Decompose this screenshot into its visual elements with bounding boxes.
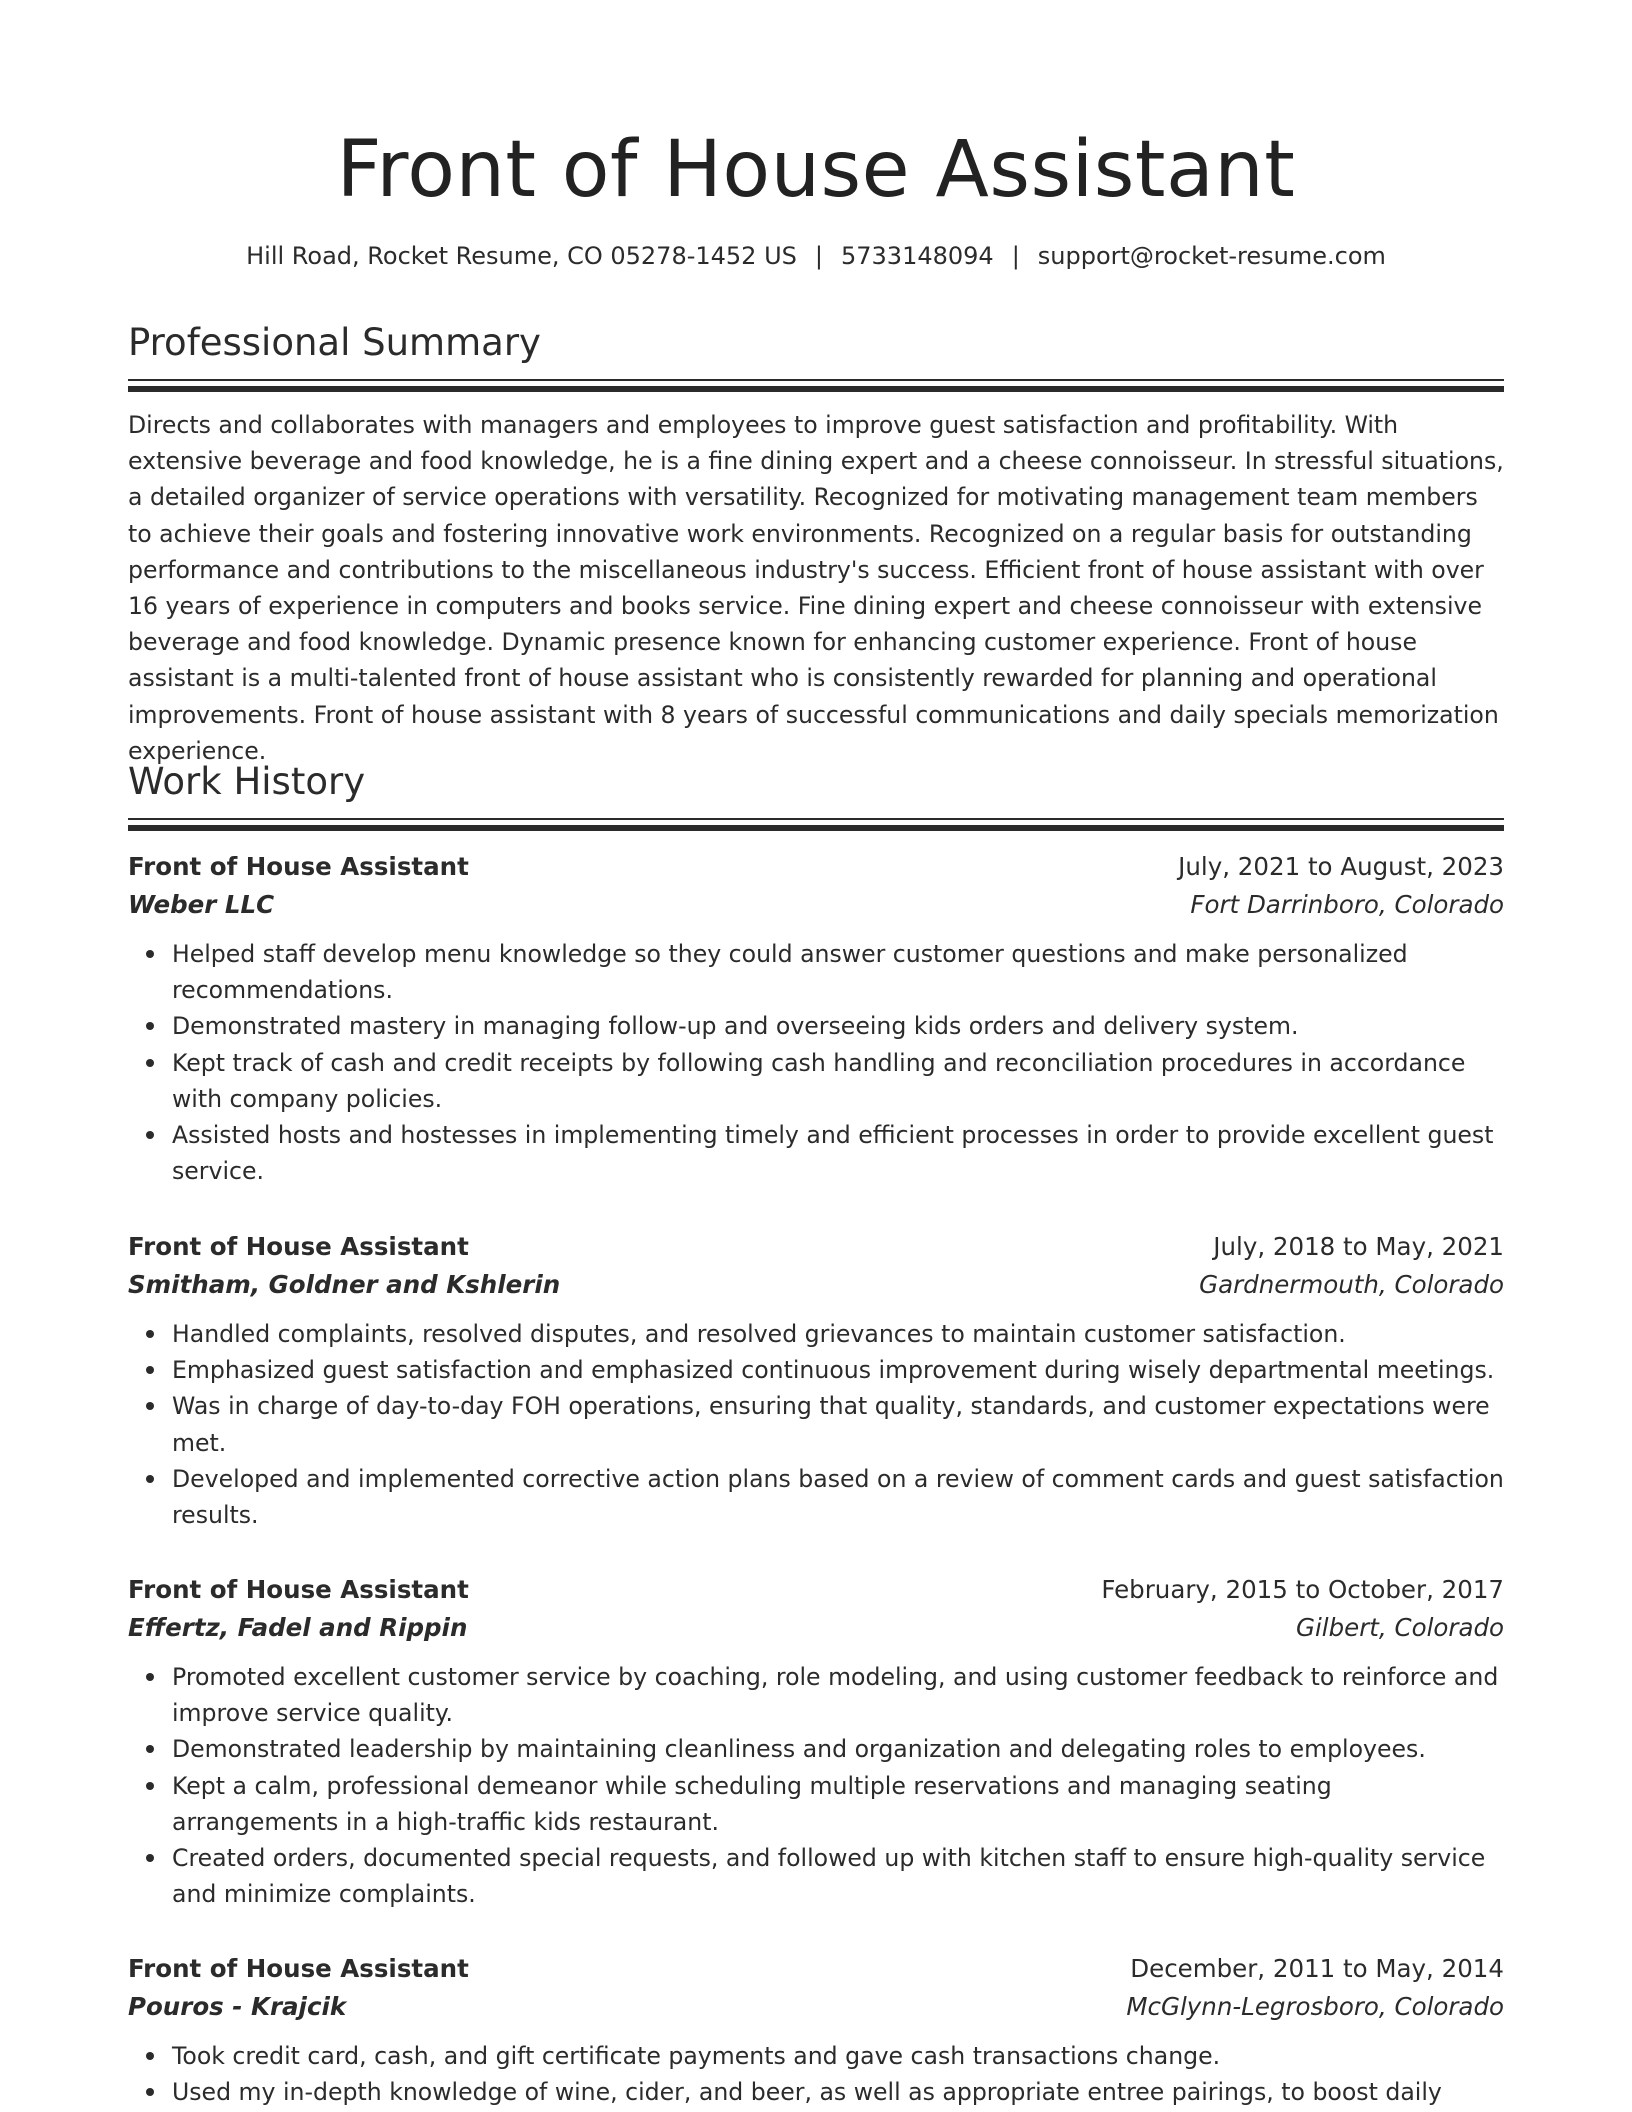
job-bullet: Kept track of cash and credit receipts by following cash handling and reconciliation procedures in accordance with company policies. — [172, 1045, 1504, 1117]
bullet-dot — [146, 1402, 154, 1410]
job-dates: December, 2011 to May, 2014 — [1130, 1954, 1504, 1983]
contact-phone: 5733148094 — [840, 242, 994, 270]
job-bullet: Created orders, documented special requests, and followed up with kitchen staff to ensure high-quality service and minimize complaints. — [172, 1840, 1504, 1912]
bullet-dot — [146, 1330, 154, 1338]
bullet-dot — [146, 1131, 154, 1139]
bullet-dot — [146, 1854, 154, 1862]
bullet-dot — [146, 1022, 154, 1030]
contact-address: Hill Road, Rocket Resume, CO 05278-1452 US — [246, 242, 797, 270]
job-title: Front of House Assistant — [128, 1954, 469, 1983]
job-bullets — [128, 936, 1504, 1189]
job-title: Front of House Assistant — [128, 1575, 469, 1604]
job-bullet: Handled complaints, resolved disputes, and resolved grievances to maintain customer satisfaction. — [172, 1316, 1504, 1352]
bullet-dot — [146, 1475, 154, 1483]
job-bullet: Kept a calm, professional demeanor while scheduling multiple reservations and managing seating arrangements in a high-traffic kids restaurant. — [172, 1768, 1504, 1840]
job-company: Smitham, Goldner and Kshlerin — [128, 1270, 561, 1299]
job-dates: July, 2018 to May, 2021 — [1213, 1232, 1504, 1261]
section-title-work-history: Work History — [128, 760, 366, 803]
job-bullets — [128, 1659, 1504, 1912]
job-company: Pouros - Krajcik — [128, 1992, 347, 2021]
job-header-row — [128, 848, 1504, 886]
job-location: Gilbert, Colorado — [1296, 1613, 1504, 1642]
job-company: Effertz, Fadel and Rippin — [128, 1613, 468, 1642]
job-bullet: Demonstrated mastery in managing follow-up and overseeing kids orders and delivery system. — [172, 1008, 1504, 1044]
contact-line — [128, 236, 1504, 276]
job-company-row — [128, 1988, 1504, 2026]
job-header-row — [128, 1571, 1504, 1609]
job-bullets — [128, 1316, 1504, 1533]
bullet-dot — [146, 1673, 154, 1681]
job-bullet: Took credit card, cash, and gift certificate payments and gave cash transactions change. — [172, 2038, 1504, 2074]
job-location: McGlynn-Legrosboro, Colorado — [1126, 1992, 1504, 2021]
job-company-row — [128, 1266, 1504, 1304]
job-company: Weber LLC — [128, 890, 275, 919]
contact-email: support@rocket-resume.com — [1037, 242, 1386, 270]
job-location: Gardnermouth, Colorado — [1199, 1270, 1504, 1299]
bullet-dot — [146, 1745, 154, 1753]
job-title: Front of House Assistant — [128, 852, 469, 881]
job-entry — [128, 1571, 1504, 1912]
job-company-row — [128, 886, 1504, 924]
section-divider — [128, 818, 1504, 831]
job-entry — [128, 1950, 1504, 2110]
bullet-dot — [146, 1782, 154, 1790]
job-dates: July, 2021 to August, 2023 — [1178, 852, 1504, 881]
job-bullet: Emphasized guest satisfaction and emphasized continuous improvement during wisely departmental meetings. — [172, 1352, 1504, 1388]
bullet-dot — [146, 1059, 154, 1067]
contact-separator: | — [814, 242, 823, 270]
job-bullet: Promoted excellent customer service by coaching, role modeling, and using customer feedback to reinforce and improve service quality. — [172, 1659, 1504, 1731]
bullet-dot — [146, 950, 154, 958]
contact-separator: | — [1011, 242, 1020, 270]
job-dates: February, 2015 to October, 2017 — [1101, 1575, 1504, 1604]
job-header-row — [128, 1950, 1504, 1988]
bullet-dot — [146, 1366, 154, 1374]
section-divider — [128, 379, 1504, 392]
job-entry — [128, 1228, 1504, 1533]
job-company-row — [128, 1609, 1504, 1647]
summary-text: Directs and collaborates with managers and employees to improve guest satisfaction and profitability. With extensive beverage and food knowledge, he is a fine dining expert and a cheese connoisseur. In stressful situations, a detailed organizer of service operations with versatility. Recognized for motivating management team members to achieve their goals and fostering innovative work environments. Recognized on a regular basis for outstanding performance and contributions to the miscellaneous industry's success. Efficient front of house assistant with over 16 years of experience in computers and books service. Fine dining expert and cheese connoisseur with extensive beverage and food knowledge. Dynamic presence known for enhancing customer experience. Front of house assistant is a multi-talented front of house assistant who is consistently rewarded for planning and operational improvements. Front of house assistant with 8 years of successful communications and daily specials memorization experience. — [128, 411, 1504, 765]
section-title-summary: Professional Summary — [128, 321, 541, 364]
job-header-row — [128, 1228, 1504, 1266]
job-location: Fort Darrinboro, Colorado — [1190, 890, 1504, 919]
job-bullet: Developed and implemented corrective action plans based on a review of comment cards and guest satisfaction results. — [172, 1461, 1504, 1533]
bullet-dot — [146, 2052, 154, 2060]
job-bullet: Helped staff develop menu knowledge so they could answer customer questions and make personalized recommendations. — [172, 936, 1504, 1008]
resume-name: Front of House Assistant — [336, 125, 1296, 215]
job-bullet: Used my in-depth knowledge of wine, cider, and beer, as well as appropriate entree pairings, to boost daily — [172, 2074, 1504, 2110]
job-bullet: Demonstrated leadership by maintaining cleanliness and organization and delegating roles to employees. — [172, 1731, 1504, 1767]
job-bullet: Assisted hosts and hostesses in implementing timely and efficient processes in order to provide excellent guest service. — [172, 1117, 1504, 1189]
job-entry — [128, 848, 1504, 1189]
job-bullet: Was in charge of day-to-day FOH operations, ensuring that quality, standards, and customer expectations were met. — [172, 1388, 1504, 1460]
bullet-dot — [146, 2088, 154, 2096]
job-bullets — [128, 2038, 1504, 2110]
job-title: Front of House Assistant — [128, 1232, 469, 1261]
